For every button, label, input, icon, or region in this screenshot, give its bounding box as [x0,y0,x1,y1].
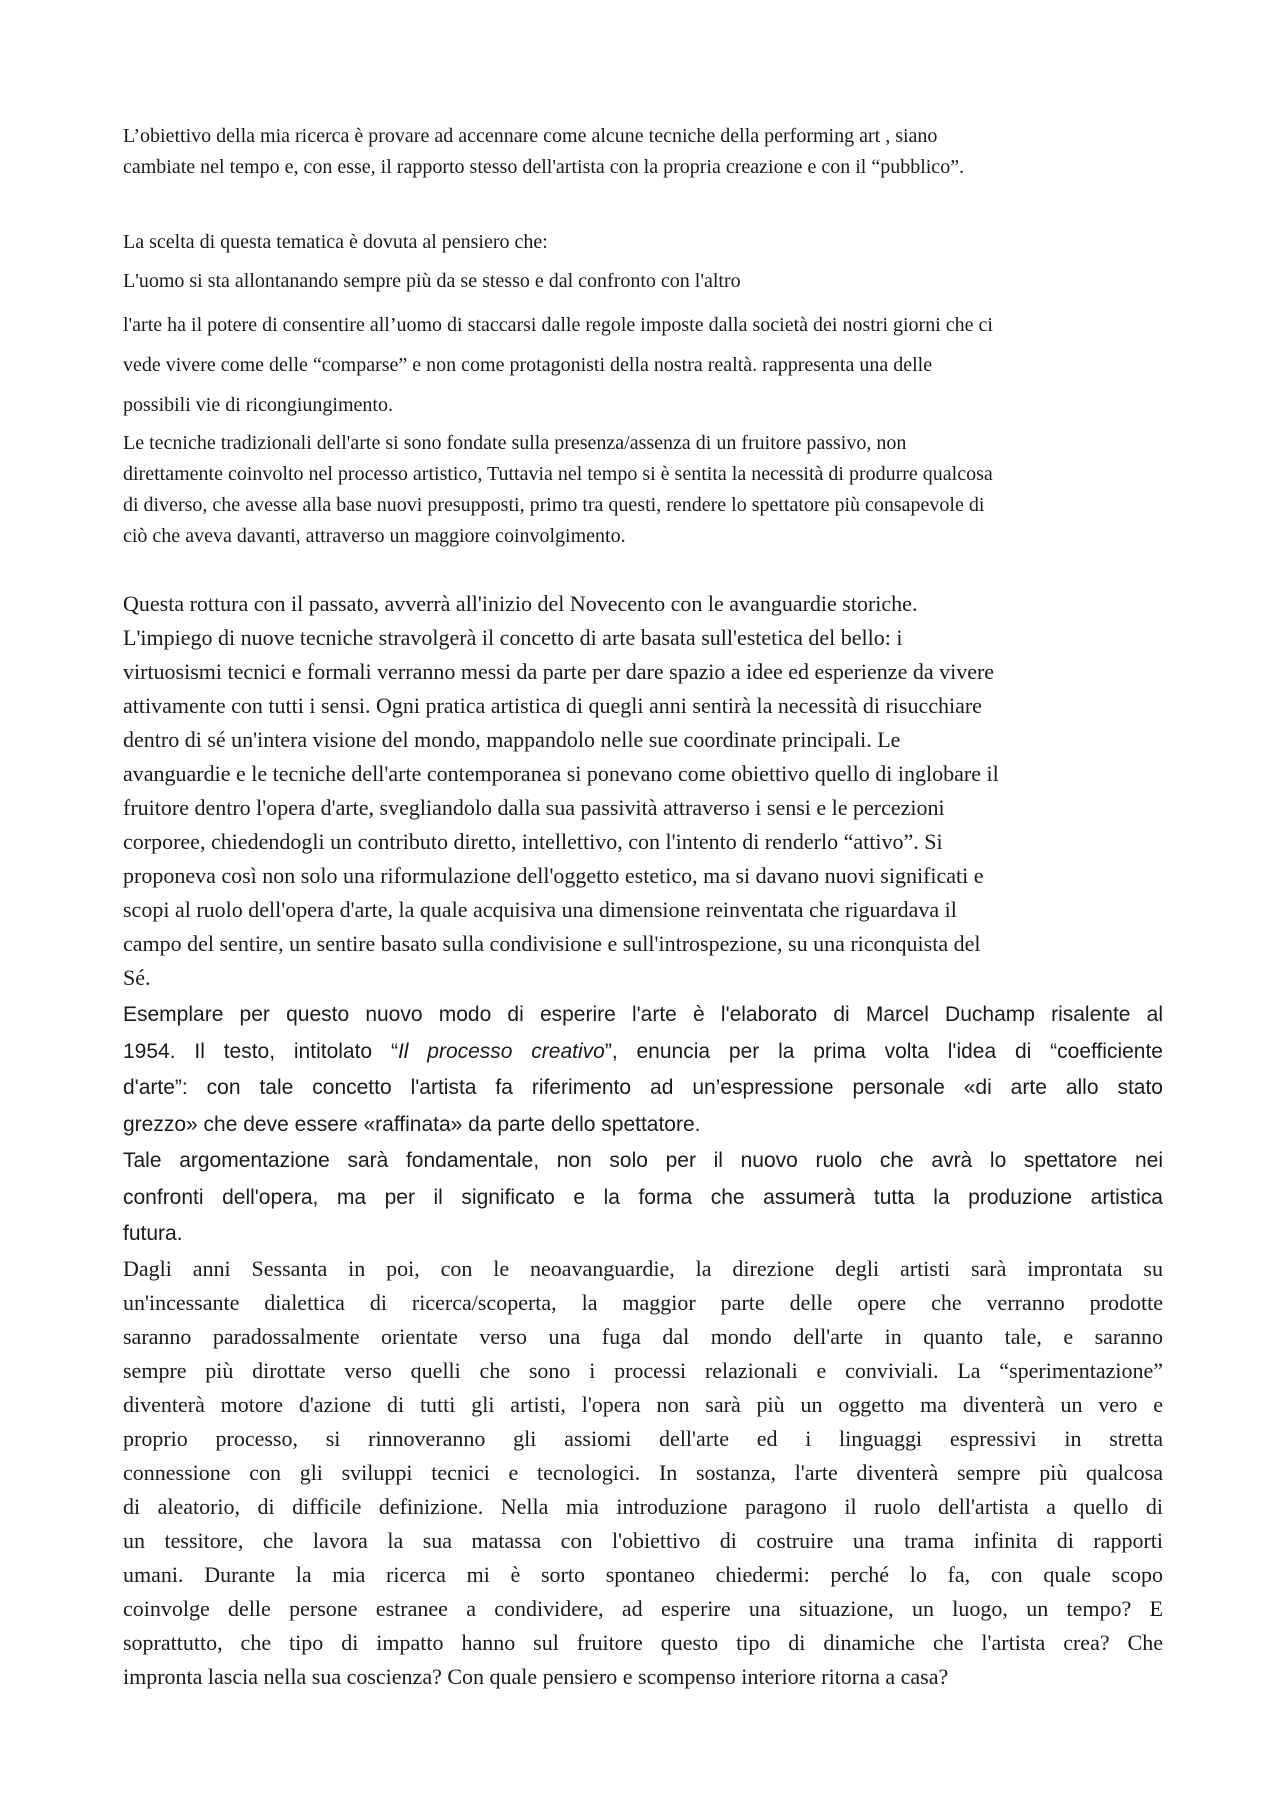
text-line: Esemplare per questo nuovo modo di esperire l'arte è l'elaborato di Marcel Duchamp risalente al [123,1003,1163,1026]
text-line: soprattutto, che tipo di impatto hanno sul fruitore questo tipo di dinamiche che l'artista crea? Che [123,1630,1163,1655]
text-segment: 1954. Il testo, intitolato “ [123,1039,398,1063]
art-power-paragraph [123,305,1163,425]
text-line: attivamente con tutti i sensi. Ogni pratica artistica di quegli anni sentirà la necessità di risucchiare [123,693,982,718]
text-segment: ”, enuncia per la prima volta l'idea di “coefficiente [604,1039,1163,1063]
neo-avant-garde-paragraph [123,1252,1163,1694]
argument-paragraph [123,1143,1163,1253]
duchamp-paragraph [123,997,1163,1143]
text-line: confronti dell'opera, ma per il significato e la forma che assumerà tutta la produzione artistica [123,1185,1163,1209]
text-line: impronta lascia nella sua coscienza? Con quale pensiero e scompenso interiore ritorna a casa? [123,1664,949,1689]
text-line: corporee, chiedendogli un contributo diretto, intellettivo, con l'intento di renderlo “attivo”. Si [123,829,943,854]
text-line: proponeva così non solo una riformulazione dell'oggetto estetico, ma si davano nuovi significati e [123,863,984,888]
text-line: l'arte ha il potere di consentire all’uomo di staccarsi dalle regole imposte dalla società dei nostri giorni che ci [123,314,993,336]
text-line: cambiate nel tempo e, con esse, il rapporto stesso dell'artista con la propria creazione e con il “pubblico”. [123,156,965,178]
text-line: un tessitore, che lavora la sua matassa con l'obiettivo di costruire una trama infinita di rapporti [123,1528,1163,1553]
text-line: L’obiettivo della mia ricerca è provare ad accennare come alcune tecniche della performing art , siano [123,125,938,147]
text-line [123,1034,1163,1071]
text-line: possibili vie di ricongiungimento. [123,394,393,416]
text-line: direttamente coinvolto nel processo artistico, Tuttavia nel tempo si è sentita la necessità di produrre qualcosa [123,463,993,485]
text-line: Dagli anni Sessanta in poi, con le neoavanguardie, la direzione degli artisti sarà improntata su [123,1256,1163,1281]
text-line: saranno paradossalmente orientate verso una fuga dal mondo dell'arte in quanto tale, e saranno [123,1324,1163,1349]
text-line: futura. [123,1222,183,1245]
text-line: diventerà motore d'azione di tutti gli artisti, l'opera non sarà più un oggetto ma diventerà un vero e [123,1392,1163,1417]
text-line: virtuosismi tecnici e formali verranno messi da parte per dare spazio a idee ed esperienze da vivere [123,659,995,684]
book-title: Il processo creativo [397,1039,605,1063]
text-line: Tale argomentazione sarà fondamentale, non solo per il nuovo ruolo che avrà lo spettatore nei [123,1149,1163,1172]
text-line: sempre più dirottate verso quelli che sono i processi relazionali e conviviali. La “sperimentazione” [123,1358,1163,1383]
text-line: connessione con gli sviluppi tecnici e tecnologici. In sostanza, l'arte diventerà sempre più qualcosa [123,1460,1163,1485]
text-line: vede vivere come delle “comparse” e non come protagonisti della nostra realtà. rappresenta una delle [123,354,933,376]
text-line: coinvolge delle persone estranee a condividere, ad esperire una situazione, un luogo, un tempo? E [123,1596,1163,1621]
text-line: campo del sentire, un sentire basato sulla condivisione e sull'introspezione, su una riconquista del [123,931,981,956]
text-line: avanguardie e le tecniche dell'arte contemporanea si ponevano come obiettivo quello di inglobare il [123,761,999,786]
traditional-techniques-paragraph [123,428,1163,552]
text-line: dentro di sé un'intera visione del mondo, mappandolo nelle sue coordinate principali. Le [123,727,901,752]
text-line: di diverso, che avesse alla base nuovi presupposti, primo tra questi, rendere lo spettatore più consapevole di [123,494,985,516]
text-line: d'arte”: con tale concetto l'artista fa riferimento ad un’espressione personale «di arte allo stato [123,1076,1163,1099]
thesis-line: L'uomo si sta allontanando sempre più da se stesso e dal confronto con l'altro [123,270,741,292]
text-line: Le tecniche tradizionali dell'arte si sono fondate sulla presenza/assenza di un fruitore passivo, non [123,432,907,454]
text-line: Sé. [123,965,151,990]
text-line: L'impiego di nuove tecniche stravolgerà il concetto di arte basata sull'estetica del bello: i [123,625,903,650]
avant-garde-paragraph [123,587,1163,995]
text-line: umani. Durante la mia ricerca mi è sorto spontaneo chiedermi: perché lo fa, con quale scopo [123,1562,1163,1587]
intro-paragraph [123,121,1163,183]
text-line: fruitore dentro l'opera d'arte, svegliandolo dalla sua passività attraverso i sensi e le percezioni [123,795,945,820]
text-line: ciò che aveva davanti, attraverso un maggiore coinvolgimento. [123,525,626,547]
text-line: un'incessante dialettica di ricerca/scoperta, la maggior parte delle opere che verranno prodotte [123,1290,1163,1315]
text-line: proprio processo, si rinnoveranno gli assiomi dell'arte ed i linguaggi espressivi in stretta [123,1426,1163,1451]
text-line: grezzo» che deve essere «raffinata» da parte dello spettatore. [123,1112,701,1136]
theme-choice-line: La scelta di questa tematica è dovuta al pensiero che: [123,231,548,253]
text-line: scopi al ruolo dell'opera d'arte, la quale acquisiva una dimensione reinventata che riguardava il [123,897,957,922]
text-line: di aleatorio, di difficile definizione. Nella mia introduzione paragono il ruolo dell'artista a quello di [123,1494,1163,1519]
text-line: Questa rottura con il passato, avverrà all'inizio del Novecento con le avanguardie storiche. [123,591,918,616]
